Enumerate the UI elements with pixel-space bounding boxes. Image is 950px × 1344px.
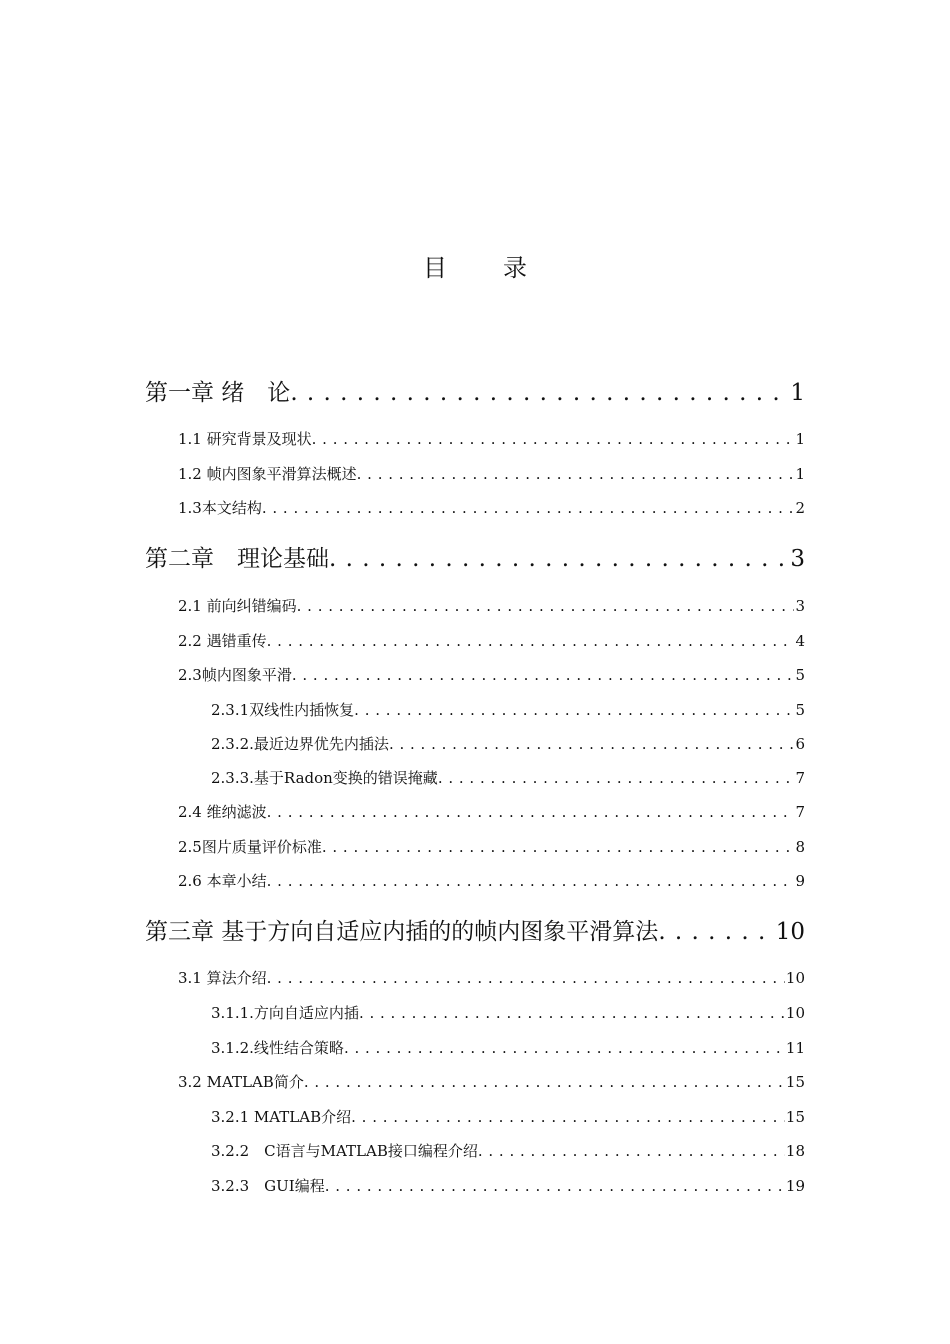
toc-dot-leader — [312, 430, 795, 448]
toc-dot-leader — [304, 1073, 785, 1091]
toc-entry[interactable] — [178, 664, 805, 686]
toc-dot-leader — [267, 872, 795, 890]
toc-entry[interactable] — [178, 428, 805, 450]
toc-entry[interactable] — [178, 967, 805, 989]
toc-entry-page: 1 — [790, 380, 805, 406]
toc-entry-label: 2.4 维纳滤波 — [178, 803, 267, 821]
toc-entry[interactable] — [211, 1106, 805, 1128]
toc-dot-leader — [359, 1004, 785, 1022]
toc-entry[interactable] — [211, 699, 805, 721]
toc-dot-leader — [292, 666, 795, 684]
toc-entry-label: 1.2 帧内图象平滑算法概述 — [178, 465, 357, 483]
toc-entry-page: 4 — [795, 632, 805, 650]
toc-title — [0, 248, 950, 283]
toc-entry[interactable] — [178, 870, 805, 892]
toc-entry-page: 2 — [795, 499, 805, 517]
toc-entry-label: 3.2 MATLAB简介 — [178, 1073, 304, 1091]
toc-entry[interactable] — [211, 1175, 805, 1197]
toc-dot-leader — [297, 597, 795, 615]
toc-entry-label: 2.3.2.最近边界优先内插法 — [211, 735, 389, 753]
toc-entry[interactable] — [145, 540, 805, 572]
toc-dot-leader — [354, 701, 794, 719]
toc-entry-page: 8 — [795, 838, 805, 856]
toc-dot-leader — [262, 499, 795, 517]
toc-dot-leader — [357, 465, 795, 483]
toc-entry-page: 3 — [790, 546, 805, 572]
toc-entry-label: 第三章 基于方向自适应内插的的帧内图象平滑算法 — [145, 919, 659, 945]
toc-entry-label: 2.1 前向纠错编码 — [178, 597, 297, 615]
toc-dot-leader — [322, 838, 795, 856]
toc-entry[interactable] — [145, 374, 805, 406]
toc-entry[interactable] — [178, 463, 805, 485]
toc-entry-page: 1 — [795, 465, 805, 483]
toc-entry[interactable] — [178, 595, 805, 617]
toc-dot-leader — [438, 769, 795, 787]
toc-entry[interactable] — [178, 801, 805, 823]
toc-entry-page: 15 — [785, 1073, 805, 1091]
toc-entry-label: 3.2.1 MATLAB介绍 — [211, 1108, 352, 1126]
toc-entry[interactable] — [211, 1037, 805, 1059]
toc-entry-page: 19 — [785, 1177, 805, 1195]
toc-dot-leader — [344, 1039, 785, 1057]
toc-entry-label: 1.1 研究背景及现状 — [178, 430, 312, 448]
toc-entry-page: 10 — [785, 1004, 805, 1022]
toc-entry-page: 9 — [795, 872, 805, 890]
toc-dot-leader — [325, 1177, 785, 1195]
toc-entry[interactable] — [178, 1071, 805, 1093]
toc-entry-page: 10 — [785, 969, 805, 987]
toc-entry-label: 2.5图片质量评价标准 — [178, 838, 322, 856]
toc-entry-label: 2.3帧内图象平滑 — [178, 666, 292, 684]
toc-entry[interactable] — [211, 733, 805, 755]
toc-title-left: 目 — [423, 254, 447, 282]
toc-entry-page: 3 — [795, 597, 805, 615]
toc-dot-leader — [478, 1142, 785, 1160]
toc-entry-page: 1 — [795, 430, 805, 448]
toc-entry[interactable] — [145, 913, 805, 945]
toc-dot-leader — [351, 1108, 785, 1126]
toc-entry-label: 3.1 算法介绍 — [178, 969, 267, 987]
toc-entry-page: 7 — [795, 803, 805, 821]
toc-entry[interactable] — [178, 497, 805, 519]
toc-dot-leader — [389, 735, 795, 753]
toc-entry-page: 11 — [785, 1039, 805, 1057]
toc-entry-page: 18 — [785, 1142, 805, 1160]
toc-dot-leader — [267, 969, 785, 987]
toc-entry[interactable] — [178, 836, 805, 858]
toc-entry[interactable] — [178, 630, 805, 652]
toc-entry-page: 7 — [795, 769, 805, 787]
toc-entry-page: 5 — [795, 701, 805, 719]
toc-entry-page: 5 — [795, 666, 805, 684]
toc-entry-label: 2.2 遇错重传 — [178, 632, 267, 650]
toc-title-right: 录 — [503, 254, 527, 282]
toc-entry-label: 2.3.3.基于Radon变换的错误掩藏 — [211, 769, 438, 787]
toc-dot-leader — [267, 632, 795, 650]
toc-entry-label: 3.2.2 C语言与MATLAB接口编程介绍 — [211, 1142, 478, 1160]
toc-entry-label: 2.3.1双线性内插恢复 — [211, 701, 355, 719]
toc-entry-page: 10 — [775, 919, 805, 945]
toc-dot-leader — [329, 546, 789, 572]
toc-entry[interactable] — [211, 1002, 805, 1024]
toc-entry-label: 3.2.3 GUI编程 — [211, 1177, 325, 1195]
toc-entry-label: 3.1.1.方向自适应内插 — [211, 1004, 359, 1022]
toc-dot-leader — [658, 919, 774, 945]
toc-entry[interactable] — [211, 767, 805, 789]
toc-dot-leader — [290, 380, 789, 406]
toc-entry-page: 6 — [795, 735, 805, 753]
toc-entry[interactable] — [211, 1140, 805, 1162]
toc-entry-label: 第二章 理论基础 — [145, 546, 329, 572]
toc-entry-page: 15 — [785, 1108, 805, 1126]
toc-entry-label: 第一章 绪 论 — [145, 380, 291, 406]
toc-entry-label: 3.1.2.线性结合策略 — [211, 1039, 344, 1057]
toc-entry-label: 2.6 本章小结 — [178, 872, 267, 890]
toc-entry-label: 1.3本文结构 — [178, 499, 262, 517]
toc-dot-leader — [267, 803, 795, 821]
